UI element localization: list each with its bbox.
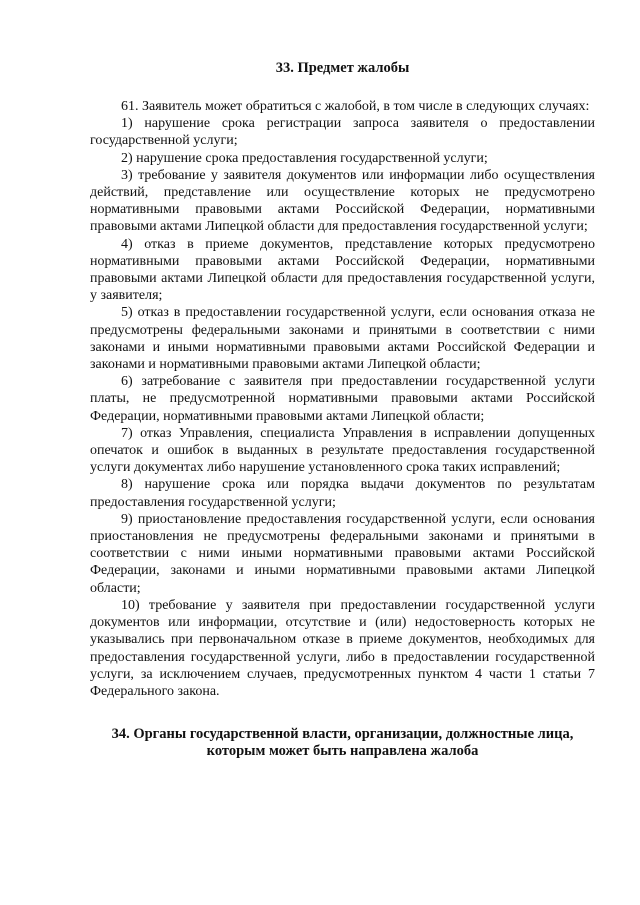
list-item-6: 6) затребование с заявителя при предоставлении государственной услуги платы, не предусмотренной нормативными правовыми актами Российской Федерации, нормативными правовыми актами Липецкой области;	[90, 374, 595, 424]
list-item-7: 7) отказ Управления, специалиста Управления в исправлении допущенных опечаток и ошибок в выданных в результате предоставления государственной услуги документах либо нарушение установленного срока таких исправлений;	[90, 425, 595, 476]
list-item-9: 9) приостановление предоставления государственной услуги, если основания приостановления не предусмотрены федеральными законами и принятыми в соответствии с ними иными нормативными правовыми актами Российской Федерации, законами и иными нормативными правовыми актами Липецкой области;	[90, 511, 595, 596]
section-33-title: 33. Предмет жалобы	[275, 60, 410, 76]
section-34-title	[90, 726, 595, 760]
list-item-1: 1) нарушение срока регистрации запроса заявителя о предоставлении государственной услуги;	[90, 116, 595, 149]
section-34-title-line-2: которым может быть направлена жалоба	[206, 743, 479, 760]
list-item-10: 10) требование у заявителя при предоставлении государственной услуги документов или информации, отсутствие и (или) недостоверность которых не указывались при первоначальном отказе в приеме документов, необходимых для предоставления государственной услуги, либо в предоставлении государственной услуги, за исключением случаев, предусмотренных пунктом 4 части 1 статьи 7 Федерального закона.	[90, 597, 595, 699]
list-item-2: 2) нарушение срока предоставления государственной услуги;	[121, 150, 488, 166]
section-34-title-line-1: 34. Органы государственной власти, организации, должностные лица,	[111, 726, 574, 743]
document-page	[90, 60, 595, 760]
list-item-3: 3) требование у заявителя документов или информации либо осуществления действий, представление или осуществление которых не предусмотрено нормативными правовыми актами Российской Федерации, нормативными правовыми актами Липецкой области для предоставления государственной услуги;	[90, 167, 595, 235]
list-item-5: 5) отказ в предоставлении государственной услуги, если основания отказа не предусмотрены федеральными законами и принятыми в соответствии с ними законами и иными нормативными правовыми актами Российской Федерации и законами и нормативными правовыми актами Липецкой области;	[90, 305, 595, 373]
paragraph-61-intro: 61. Заявитель может обратиться с жалобой, в том числе в следующих случаях:	[121, 99, 590, 114]
list-item-8: 8) нарушение срока или порядка выдачи документов по результатам предоставления государственной услуги;	[90, 477, 595, 510]
list-item-4: 4) отказ в приеме документов, представление которых предусмотрено нормативными правовыми актами Российской Федерации, нормативными правовыми актами Липецкой области для предоставления государственной услуги, у заявителя;	[90, 236, 595, 304]
